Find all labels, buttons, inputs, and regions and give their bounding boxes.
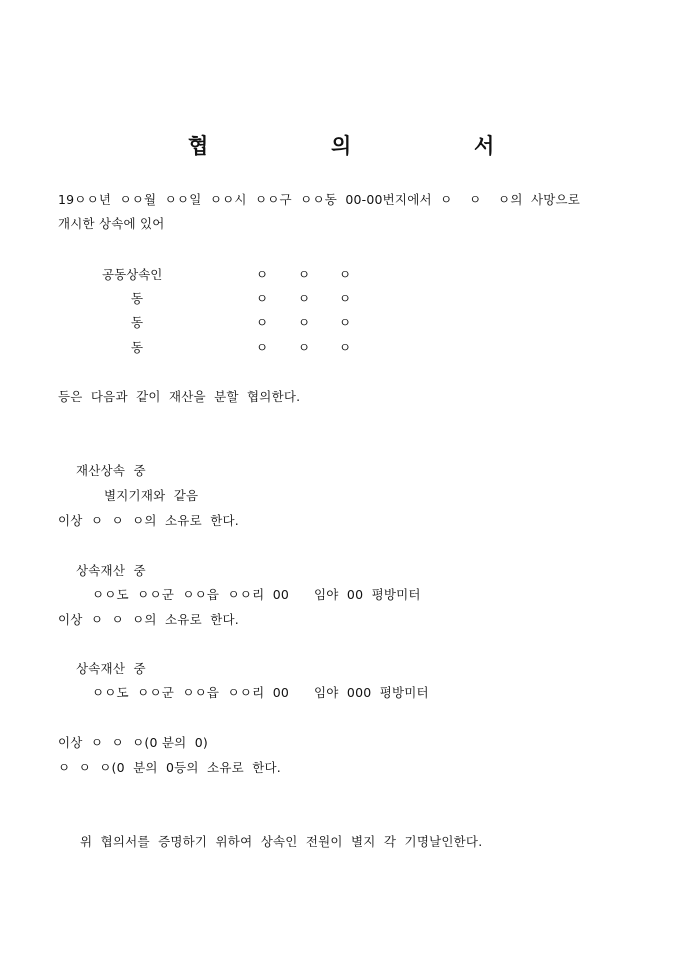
intro-line-2: 개시한 상속에 있어: [58, 216, 165, 231]
heir-name-char: ㅇ: [298, 340, 311, 355]
heir-name-char: ㅇ: [256, 267, 269, 282]
closing-statement: 위 협의서를 증명하기 위하여 상속인 전원이 별지 각 기명날인한다.: [80, 834, 483, 849]
heir-name-char: ㅇ: [256, 315, 269, 330]
heir-name-char: ㅇ: [256, 340, 269, 355]
heir-label: 동: [131, 340, 144, 355]
heir-name-char: ㅇ: [339, 291, 352, 306]
section-detail: 별지기재와 같음: [104, 488, 199, 503]
heir-label: 동: [131, 315, 144, 330]
heir-label: 동: [131, 291, 144, 306]
section-heading: 재산상속 중: [76, 463, 146, 478]
section-heading: 상속재산 중: [76, 661, 146, 676]
heir-name-char: ㅇ: [298, 291, 311, 306]
agreement-line: 등은 다음과 같이 재산을 분할 협의한다.: [58, 389, 301, 404]
section-detail: ㅇㅇ도 ㅇㅇ군 ㅇㅇ읍 ㅇㅇ리 00 임야 00 평방미터: [92, 587, 421, 602]
title-char-2: 의: [331, 133, 352, 158]
heir-name-char: ㅇ: [256, 291, 269, 306]
section-owner: 이상 ㅇ ㅇ ㅇ의 소유로 한다.: [58, 513, 239, 528]
section-owner-line-2: ㅇ ㅇ ㅇ(0 분의 0등의 소유로 한다.: [58, 760, 281, 775]
section-detail: ㅇㅇ도 ㅇㅇ군 ㅇㅇ읍 ㅇㅇ리 00 임야 000 평방미터: [92, 685, 429, 700]
heir-name-char: ㅇ: [339, 315, 352, 330]
title-char-3: 서: [474, 133, 495, 158]
heir-name-char: ㅇ: [339, 340, 352, 355]
section-owner-line-1: 이상 ㅇ ㅇ ㅇ(0 분의 0): [58, 735, 208, 750]
section-heading: 상속재산 중: [76, 563, 146, 578]
heir-name-char: ㅇ: [339, 267, 352, 282]
intro-line-1: 19ㅇㅇ년 ㅇㅇ월 ㅇㅇ일 ㅇㅇ시 ㅇㅇ구 ㅇㅇ동 00-00번지에서 ㅇ ㅇ ㅇ의 사망으로: [58, 192, 581, 207]
heir-name-char: ㅇ: [298, 315, 311, 330]
section-owner: 이상 ㅇ ㅇ ㅇ의 소유로 한다.: [58, 612, 239, 627]
title-char-1: 협: [188, 133, 209, 158]
heir-name-char: ㅇ: [298, 267, 311, 282]
document-title: [0, 130, 680, 160]
heir-label: 공동상속인: [102, 267, 163, 282]
